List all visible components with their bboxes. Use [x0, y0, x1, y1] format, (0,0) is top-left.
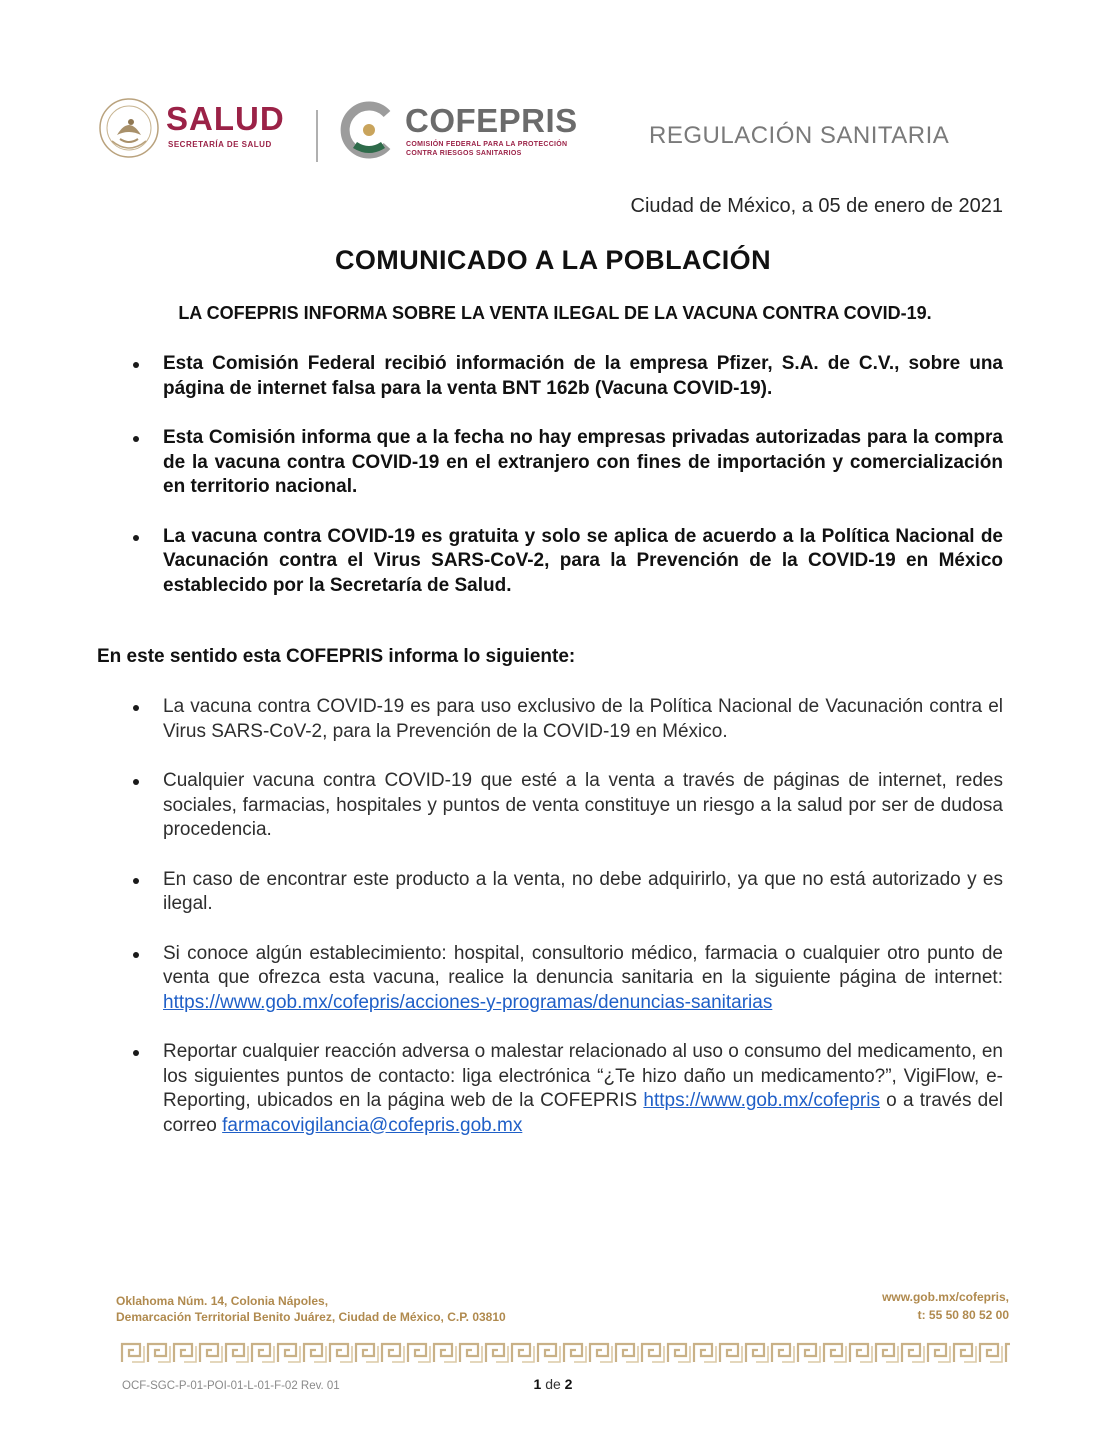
document-date: Ciudad de México, a 05 de enero de 2021	[630, 195, 1003, 217]
list-item: En caso de encontrar este producto a la venta, no debe adquirirlo, ya que no está autorizado y es ilegal.	[163, 868, 1003, 917]
document-subtitle: LA COFEPRIS INFORMA SOBRE LA VENTA ILEGAL DE LA VACUNA CONTRA COVID-19.	[178, 303, 932, 323]
list-item: La vacuna contra COVID-19 es para uso exclusivo de la Política Nacional de Vacunación contra el Virus SARS-CoV-2, para la Prevención de la COVID-19 en México.	[163, 695, 1003, 744]
cofepris-logo-icon	[339, 100, 397, 160]
footer-contact	[882, 1288, 1009, 1324]
pharmacovigilance-email-link[interactable]: farmacovigilancia@cofepris.gob.mx	[222, 1114, 523, 1136]
complaint-text: Si conoce algún establecimiento: hospital, consultorio médico, farmacia o cualquier otro punto de venta que ofrezca esta vacuna, realice la denuncia sanitaria en la siguiente página de internet:	[163, 942, 1003, 988]
cofepris-subtitle-line1: COMISIÓN FEDERAL PARA LA PROTECCIÓN	[406, 141, 568, 148]
list-item: Esta Comisión informa que a la fecha no hay empresas privadas autorizadas para la compra de la vacuna contra COVID-19 en el extranjero con fines de importación y comercialización en territorio nacional.	[163, 426, 1003, 500]
address-line-1: Oklahoma Núm. 14, Colonia Nápoles,	[116, 1294, 329, 1308]
page-title: COMUNICADO A LA POBLACIÓN	[335, 245, 771, 275]
cofepris-subtitle-line2: CONTRA RIESGOS SANITARIOS	[406, 150, 522, 157]
cofepris-subtitle	[406, 140, 567, 158]
header-divider	[316, 110, 318, 162]
adverse-reaction-text: Reportar cualquier reacción adversa o malestar relacionado al uso o consumo del medicamento, en los siguientes puntos de contacto: liga electrónica “¿Te hizo daño un medicamento?”, VigiFlow, e-Reporting, ubicados en la página web de la COFEPRIS	[163, 1041, 1003, 1111]
page-separator: de	[541, 1376, 565, 1392]
footer-address	[116, 1293, 506, 1325]
key-points-list	[163, 352, 1003, 623]
cofepris-wordmark: COFEPRIS	[405, 102, 578, 139]
salud-subtitle: SECRETARÍA DE SALUD	[168, 140, 272, 149]
page-total: 2	[564, 1376, 573, 1392]
footer-phone: t: 55 50 80 52 00	[917, 1308, 1009, 1322]
list-item: La vacuna contra COVID-19 es gratuita y solo se aplica de acuerdo a la Política Nacional de Vacunación contra el Virus SARS-CoV-2, para la Prevención de la COVID-19 en México establecido por la Secretaría de Salud.	[163, 525, 1003, 599]
decorative-border-icon	[120, 1340, 1010, 1366]
footer-website[interactable]: www.gob.mx/cofepris,	[882, 1290, 1009, 1304]
document-reference: OCF-SGC-P-01-POI-01-L-01-F-02 Rev. 01	[122, 1380, 340, 1392]
page-number	[0, 1376, 1106, 1392]
address-line-2: Demarcación Territorial Benito Juárez, Ciudad de México, C.P. 03810	[116, 1310, 506, 1324]
section-label: REGULACIÓN SANITARIA	[649, 122, 950, 149]
list-item: Cualquier vacuna contra COVID-19 que esté a la venta a través de páginas de internet, redes sociales, farmacias, hospitales y puntos de venta constituye un riesgo a la salud por ser de dudosa procedencia.	[163, 769, 1003, 843]
salud-wordmark: SALUD	[166, 100, 285, 137]
list-item-complaint	[163, 942, 1003, 1016]
information-list	[163, 695, 1003, 1163]
adverse-reaction-text-2: o a través del correo	[163, 1090, 1004, 1136]
national-seal-icon	[98, 97, 160, 159]
section-lead: En este sentido esta COFEPRIS informa lo siguiente:	[97, 646, 576, 667]
complaint-link[interactable]: https://www.gob.mx/cofepris/acciones-y-programas/denuncias-sanitarias	[163, 991, 773, 1013]
page-current: 1	[533, 1376, 542, 1392]
letterhead	[96, 92, 976, 172]
list-item: Esta Comisión Federal recibió información de la empresa Pfizer, S.A. de C.V., sobre una página de internet falsa para la venta BNT 162b (Vacuna COVID-19).	[163, 352, 1003, 401]
list-item-adverse-reaction	[163, 1040, 1003, 1138]
cofepris-site-link[interactable]: https://www.gob.mx/cofepris	[643, 1090, 880, 1111]
